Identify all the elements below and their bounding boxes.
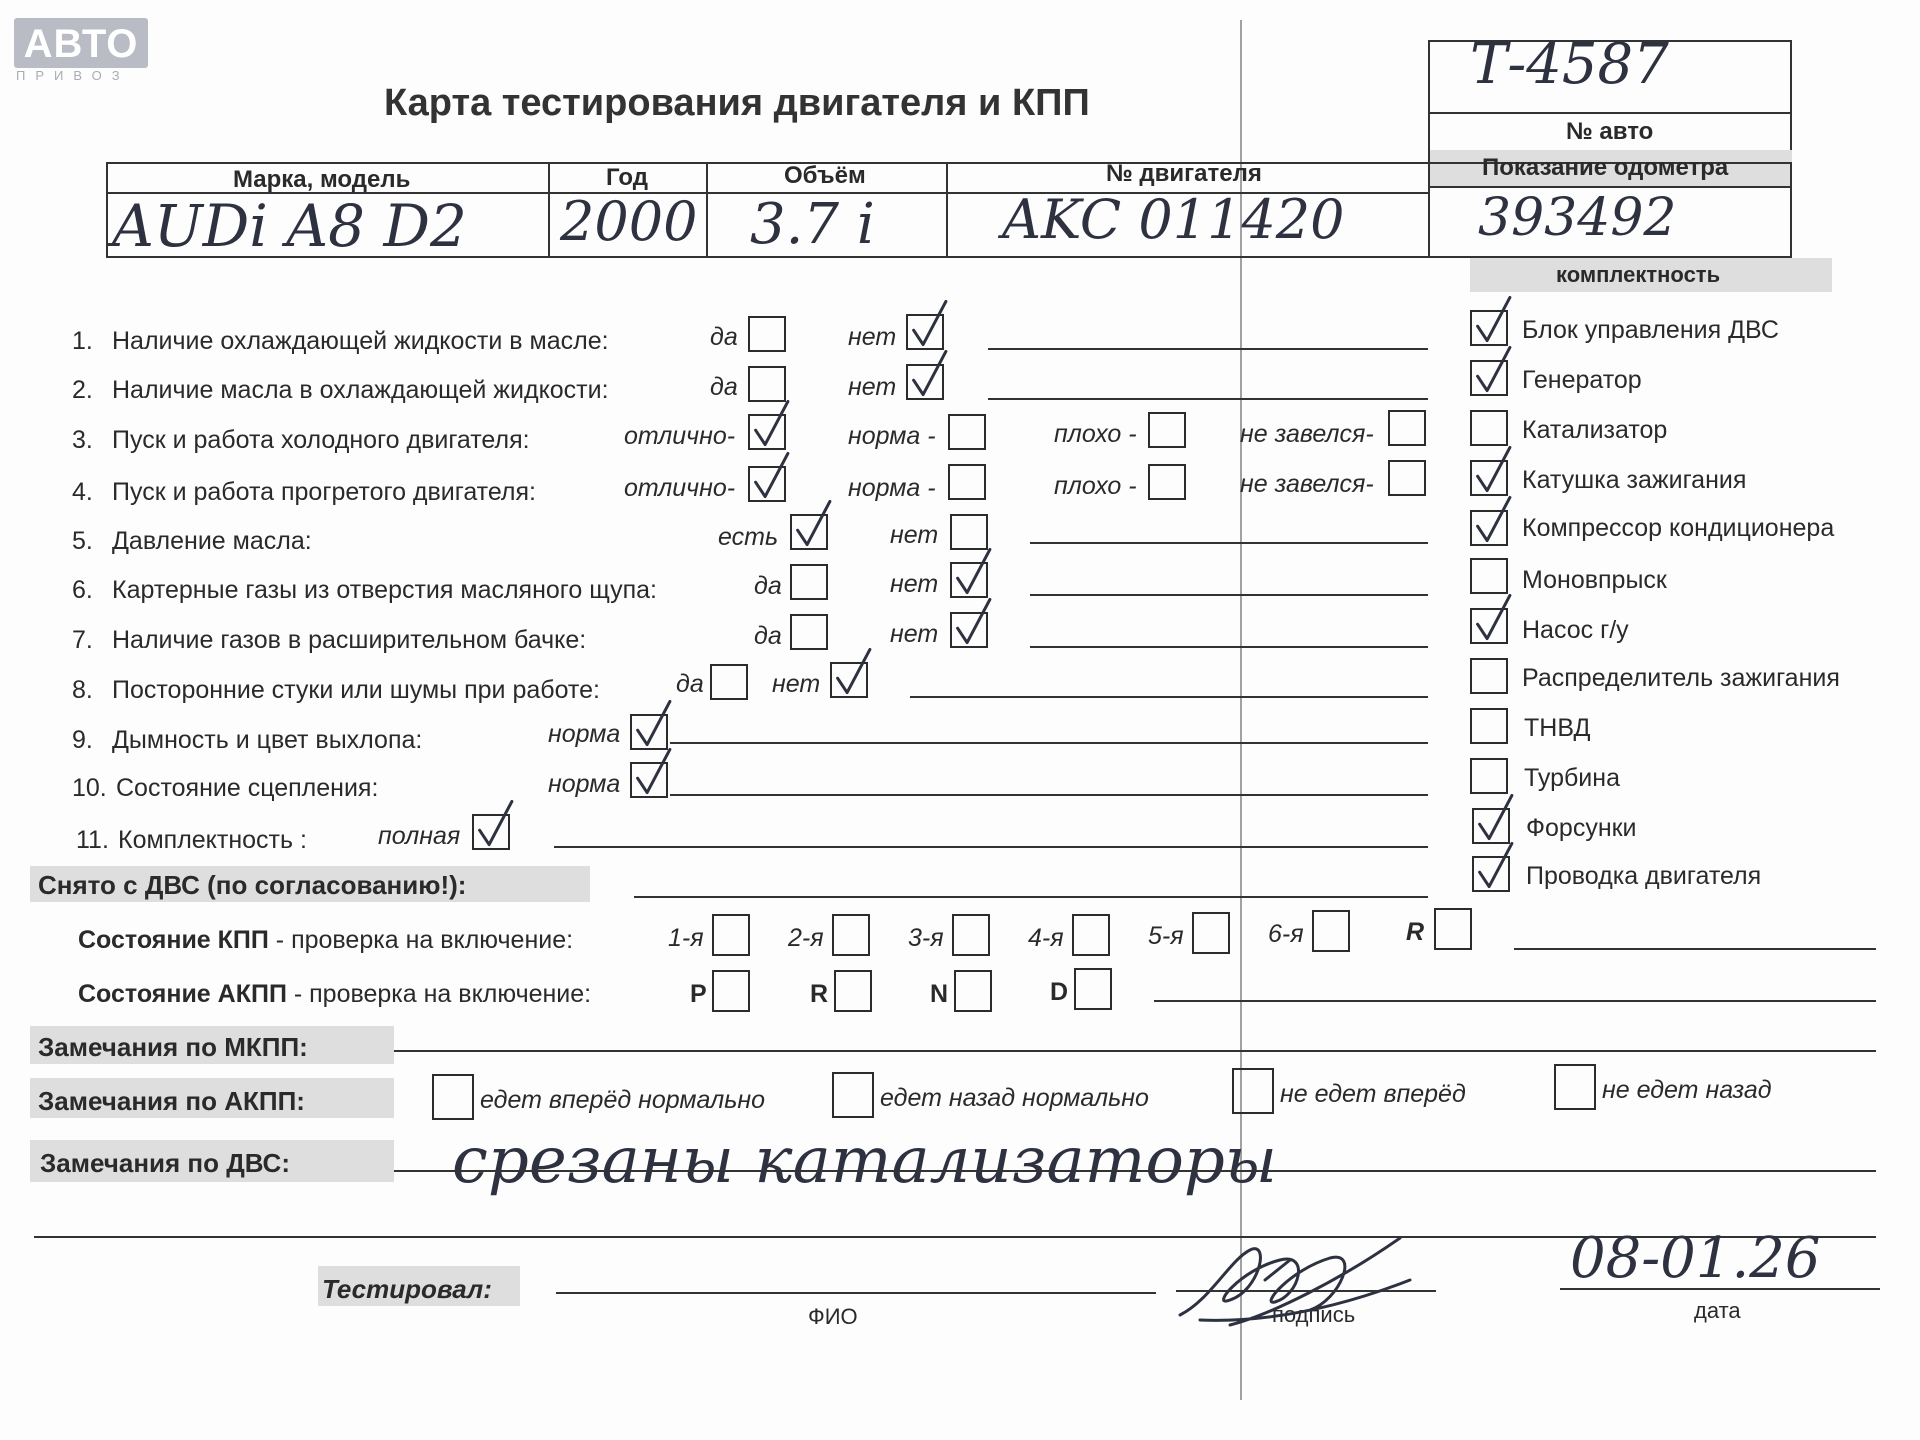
- check-6-opt-da: да: [754, 572, 782, 600]
- check-4-opt-nostart: не завелся-: [1240, 470, 1374, 498]
- check-num-8: 8.: [72, 676, 93, 704]
- removed-label: Снято с ДВС (по согласованию!):: [38, 870, 467, 900]
- completeness-checkmark-2: [1478, 347, 1510, 390]
- check-label-6: Картерные газы из отверстия масляного щупа:: [112, 576, 657, 604]
- completeness-checkmark-5: [1478, 497, 1510, 540]
- fio-label: ФИО: [808, 1304, 858, 1329]
- check-label-8: Посторонние стуки или шумы при работе:: [112, 676, 600, 704]
- check-8-checkmark: [838, 649, 870, 692]
- akpp-remark-forward-ok: едет вперёд нормально: [480, 1086, 766, 1114]
- check-1-opt-da: да: [710, 323, 738, 351]
- check-2-opt-da: да: [710, 373, 738, 401]
- check-3-opt-bad: плохо -: [1054, 420, 1137, 448]
- car-id-label: № авто: [1566, 118, 1654, 145]
- check-7-opt-net: нет: [890, 620, 939, 648]
- engine-no-value: AKC 011420: [1002, 188, 1345, 251]
- check-label-11: Комплектность :: [118, 826, 307, 854]
- check-4-opt-normal: норма -: [848, 474, 936, 502]
- akpp-remark-no-forward: не едет вперёд: [1280, 1080, 1466, 1108]
- check-5-opt-no: нет: [890, 521, 939, 549]
- check-num-10: 10.: [72, 774, 107, 802]
- check-3-opt-normal: норма -: [848, 422, 936, 450]
- check-2-opt-net: нет: [848, 373, 897, 401]
- kpp-gear-2: 2-я: [788, 924, 824, 952]
- check-num-5: 5.: [72, 527, 93, 555]
- check-num-1: 1.: [72, 327, 93, 355]
- check-1-checkmark: [914, 301, 946, 344]
- check-4-checkmark: [756, 453, 788, 496]
- akpp-label-bold: Состояние АКПП: [78, 980, 287, 1008]
- kpp-gear-4: 4-я: [1028, 924, 1064, 952]
- col-header-year: Год: [606, 164, 648, 191]
- check-1-opt-net: нет: [848, 323, 897, 351]
- date-label: дата: [1694, 1298, 1741, 1323]
- signature-label: подпись: [1272, 1302, 1356, 1327]
- completeness-checkmark-1: [1478, 297, 1510, 340]
- kpp-gear-5: 5-я: [1148, 922, 1184, 950]
- kpp-gear-3: 3-я: [908, 924, 944, 952]
- date-value: 08-01.26: [1570, 1226, 1821, 1291]
- volume-value: 3.7 i: [750, 192, 875, 257]
- check-num-4: 4.: [72, 478, 93, 506]
- odometer-value: 393492: [1478, 188, 1677, 248]
- check-11-opt-full: полная: [378, 822, 461, 850]
- check-num-3: 3.: [72, 426, 93, 454]
- check-num-11: 11.: [76, 826, 109, 854]
- check-label-2: Наличие масла в охлаждающей жидкости:: [112, 376, 609, 404]
- tested-by-label: Тестировал:: [322, 1274, 492, 1304]
- completeness-item-8: Распределитель зажигания: [1522, 664, 1840, 692]
- akpp-mode-n: N: [930, 980, 949, 1008]
- remarks-mkpp-label: Замечания по МКПП:: [38, 1032, 308, 1062]
- page-title: Карта тестирования двигателя и КПП: [384, 82, 1090, 124]
- kpp-label-bold: Состояние КПП: [78, 926, 269, 954]
- col-header-engine-no: № двигателя: [1106, 160, 1262, 187]
- akpp-mode-r: R: [810, 980, 829, 1008]
- completeness-title: комплектность: [1556, 262, 1721, 287]
- check-num-7: 7.: [72, 626, 93, 654]
- col-header-model: Марка, модель: [233, 166, 411, 193]
- check-4-opt-bad: плохо -: [1054, 472, 1137, 500]
- logo-text-sub: ПРИВОЗ: [16, 68, 130, 83]
- check-label-4: Пуск и работа прогретого двигателя:: [112, 478, 536, 506]
- col-header-odometer: Показание одометра: [1482, 154, 1729, 181]
- completeness-item-6: Моновпрыск: [1522, 566, 1667, 594]
- check-8-opt-da: да: [676, 670, 704, 698]
- check-label-1: Наличие охлаждающей жидкости в масле:: [112, 327, 609, 355]
- check-label-3: Пуск и работа холодного двигателя:: [112, 426, 530, 454]
- check-3-opt-excellent: отлично-: [624, 422, 736, 450]
- completeness-item-9: ТНВД: [1524, 714, 1591, 742]
- completeness-item-2: Генератор: [1522, 366, 1642, 394]
- completeness-item-12: Проводка двигателя: [1526, 862, 1762, 890]
- completeness-item-7: Насос г/у: [1522, 616, 1629, 644]
- check-9-opt-norm: норма: [548, 720, 621, 748]
- check-11-checkmark: [480, 801, 512, 844]
- check-label-5: Давление масла:: [112, 527, 312, 555]
- completeness-item-11: Форсунки: [1526, 814, 1637, 842]
- akpp-remark-back-ok: едет назад нормально: [880, 1084, 1149, 1112]
- logo-text-main: АВТО: [23, 22, 139, 66]
- check-num-2: 2.: [72, 376, 93, 404]
- check-8-opt-net: нет: [772, 670, 821, 698]
- check-4-opt-excellent: отлично-: [624, 474, 736, 502]
- akpp-label-rest: - проверка на включение:: [286, 980, 592, 1008]
- remarks-dvs-label: Замечания по ДВС:: [40, 1148, 290, 1178]
- check-6-opt-net: нет: [890, 570, 939, 598]
- check-7-checkmark: [958, 599, 990, 642]
- remarks-akpp-label: Замечания по АКПП:: [38, 1086, 305, 1116]
- check-5-opt-yes: есть: [718, 523, 779, 551]
- check-num-6: 6.: [72, 576, 93, 604]
- check-label-9: Дымность и цвет выхлопа:: [112, 726, 423, 754]
- check-3-checkmark: [756, 401, 788, 444]
- check-label-10: Состояние сцепления:: [116, 774, 379, 802]
- akpp-remark-no-back: не едет назад: [1602, 1076, 1772, 1104]
- check-5-checkmark: [798, 501, 830, 544]
- car-id-value: Т-4587: [1470, 32, 1669, 97]
- check-10-opt-norm: норма: [548, 770, 621, 798]
- check-10-checkmark: [638, 749, 670, 792]
- completeness-item-1: Блок управления ДВС: [1522, 316, 1779, 344]
- completeness-checkmark-11: [1480, 795, 1512, 838]
- check-7-opt-da: да: [754, 622, 782, 650]
- kpp-label-rest: - проверка на включение:: [268, 926, 574, 954]
- kpp-gear-r: R: [1406, 918, 1425, 946]
- check-6-checkmark: [958, 549, 990, 592]
- year-value: 2000: [560, 190, 698, 253]
- completeness-item-3: Катализатор: [1522, 416, 1668, 444]
- col-header-volume: Объём: [784, 162, 866, 189]
- completeness-item-5: Компрессор кондиционера: [1522, 514, 1835, 542]
- completeness-checkmark-7: [1478, 595, 1510, 638]
- akpp-mode-d: D: [1050, 978, 1069, 1006]
- check-9-checkmark: [638, 701, 670, 744]
- completeness-item-4: Катушка зажигания: [1522, 466, 1747, 494]
- kpp-gear-6: 6-я: [1268, 920, 1304, 948]
- check-num-9: 9.: [72, 726, 93, 754]
- model-value: AUDi A8 D2: [112, 192, 467, 260]
- remarks-dvs-handwritten: срезаны катализаторы: [452, 1124, 1277, 1198]
- check-2-checkmark: [914, 351, 946, 394]
- akpp-mode-p: P: [690, 980, 707, 1008]
- completeness-item-10: Турбина: [1524, 764, 1620, 792]
- check-3-opt-nostart: не завелся-: [1240, 420, 1374, 448]
- completeness-checkmark-12: [1480, 843, 1512, 886]
- completeness-checkmark-4: [1478, 447, 1510, 490]
- check-label-7: Наличие газов в расширительном бачке:: [112, 626, 587, 654]
- kpp-gear-1: 1-я: [668, 924, 704, 952]
